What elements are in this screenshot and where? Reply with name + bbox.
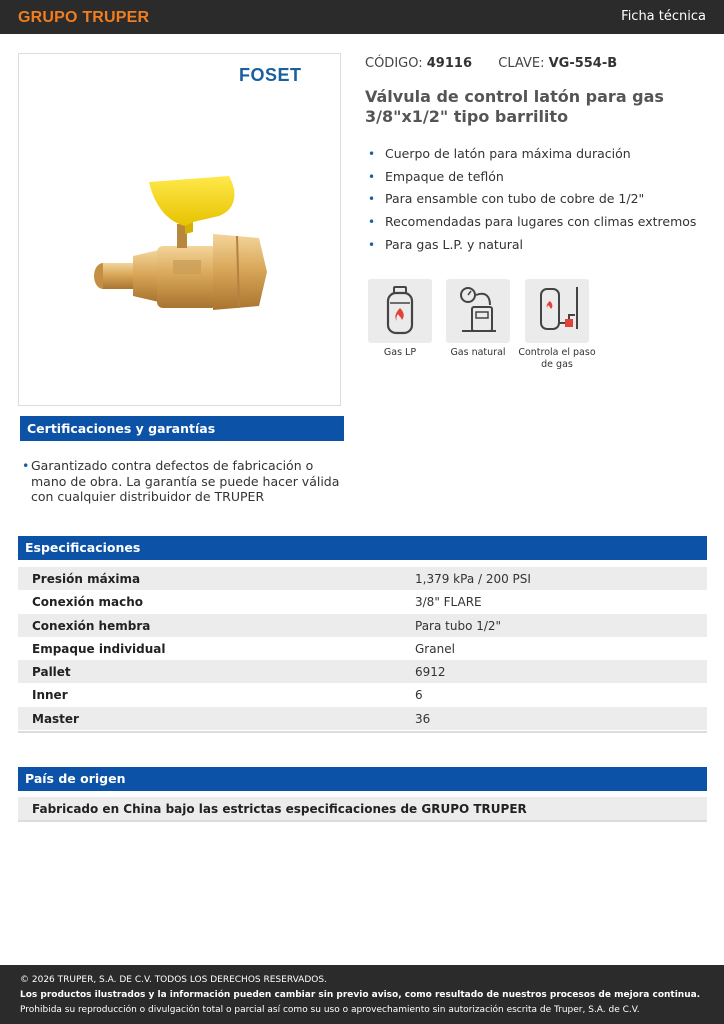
feature-list bbox=[368, 146, 696, 259]
gas-cylinder-icon bbox=[368, 279, 432, 343]
gas-natural-card bbox=[446, 279, 510, 343]
table-row: Conexión hembra Para tubo 1/2" bbox=[18, 614, 707, 637]
key-label: CLAVE: bbox=[498, 56, 545, 71]
gas-meter-icon bbox=[446, 279, 510, 343]
table-row: Master 36 bbox=[18, 707, 707, 730]
warranty-text: Garantizado contra defectos de fabricación o mano de obra. La garantía se puede hacer válida con cualquier distribuidor de TRUPER bbox=[31, 458, 340, 504]
feature-item: • Para ensamble con tubo de cobre de 1/2" bbox=[368, 191, 645, 207]
footer bbox=[0, 965, 724, 1024]
gas-natural-label: Gas natural bbox=[450, 347, 506, 358]
bullet-icon: • bbox=[368, 237, 376, 252]
sheet-type-label: Ficha técnica bbox=[621, 9, 706, 24]
warranty-section-header: Certificaciones y garantías bbox=[20, 416, 344, 441]
gas-control-label: Controla el paso de gas bbox=[518, 347, 596, 370]
warranty-text-block bbox=[22, 458, 342, 505]
feature-item: • Recomendadas para lugares con climas extremos bbox=[368, 214, 697, 230]
origin-section-header: País de origen bbox=[18, 767, 707, 791]
footer-legal: Prohibida su reproducción o divulgación total o parcial así como su uso o aprovechamiento sin autorización escrita de Truper, S.A. de C.V. bbox=[20, 1005, 640, 1015]
top-bar bbox=[0, 0, 724, 34]
bullet-icon: • bbox=[368, 169, 376, 184]
bullet-icon: • bbox=[368, 192, 376, 207]
gas-control-card bbox=[525, 279, 589, 343]
specs-section-header: Especificaciones bbox=[18, 536, 707, 560]
table-row: Inner 6 bbox=[32, 688, 423, 703]
key-value: VG-554-B bbox=[548, 56, 618, 71]
table-row: Conexión macho 3/8" FLARE bbox=[32, 595, 482, 610]
water-heater-valve-icon bbox=[525, 279, 589, 343]
bullet-icon: • bbox=[368, 147, 376, 161]
table-row: Presión máxima 1,379 kPa / 200 PSI bbox=[18, 567, 707, 590]
product-title: Válvula de control latón para gas 3/8"x1/2" tipo barrilito bbox=[365, 87, 664, 126]
code-value: 49116 bbox=[426, 56, 472, 71]
gas-lp-label: Gas LP bbox=[383, 347, 417, 358]
table-divider bbox=[18, 731, 707, 733]
origin-text: Fabricado en China bajo las estrictas especificaciones de GRUPO TRUPER bbox=[18, 797, 707, 822]
foset-logo: FOSET bbox=[239, 65, 302, 85]
product-image-panel bbox=[18, 53, 341, 406]
product-image bbox=[89, 164, 279, 364]
bullet-icon: • bbox=[368, 215, 376, 230]
code-label: CÓDIGO: bbox=[365, 56, 423, 71]
brand-logo: GRUPO TRUPER bbox=[18, 9, 150, 26]
feature-item: • Cuerpo de latón para máxima duración bbox=[368, 146, 631, 161]
feature-item: • Empaque de teflón bbox=[368, 168, 504, 184]
feature-item: • Para gas L.P. y natural bbox=[368, 236, 524, 252]
table-row: Empaque individual Granel bbox=[32, 641, 455, 656]
table-row: Pallet 6912 bbox=[18, 660, 707, 683]
product-codes bbox=[365, 56, 617, 71]
gas-lp-card bbox=[368, 279, 432, 343]
footer-notice: Los productos ilustrados y la información pueden cambiar sin previo aviso, como resultado de nuestros procesos de mejora continua. bbox=[20, 990, 701, 1000]
specs-table bbox=[18, 567, 707, 730]
footer-copyright: © 2026 TRUPER, S.A. DE C.V. TODOS LOS DERECHOS RESERVADOS. bbox=[20, 975, 327, 985]
bullet-icon: • bbox=[22, 458, 30, 473]
